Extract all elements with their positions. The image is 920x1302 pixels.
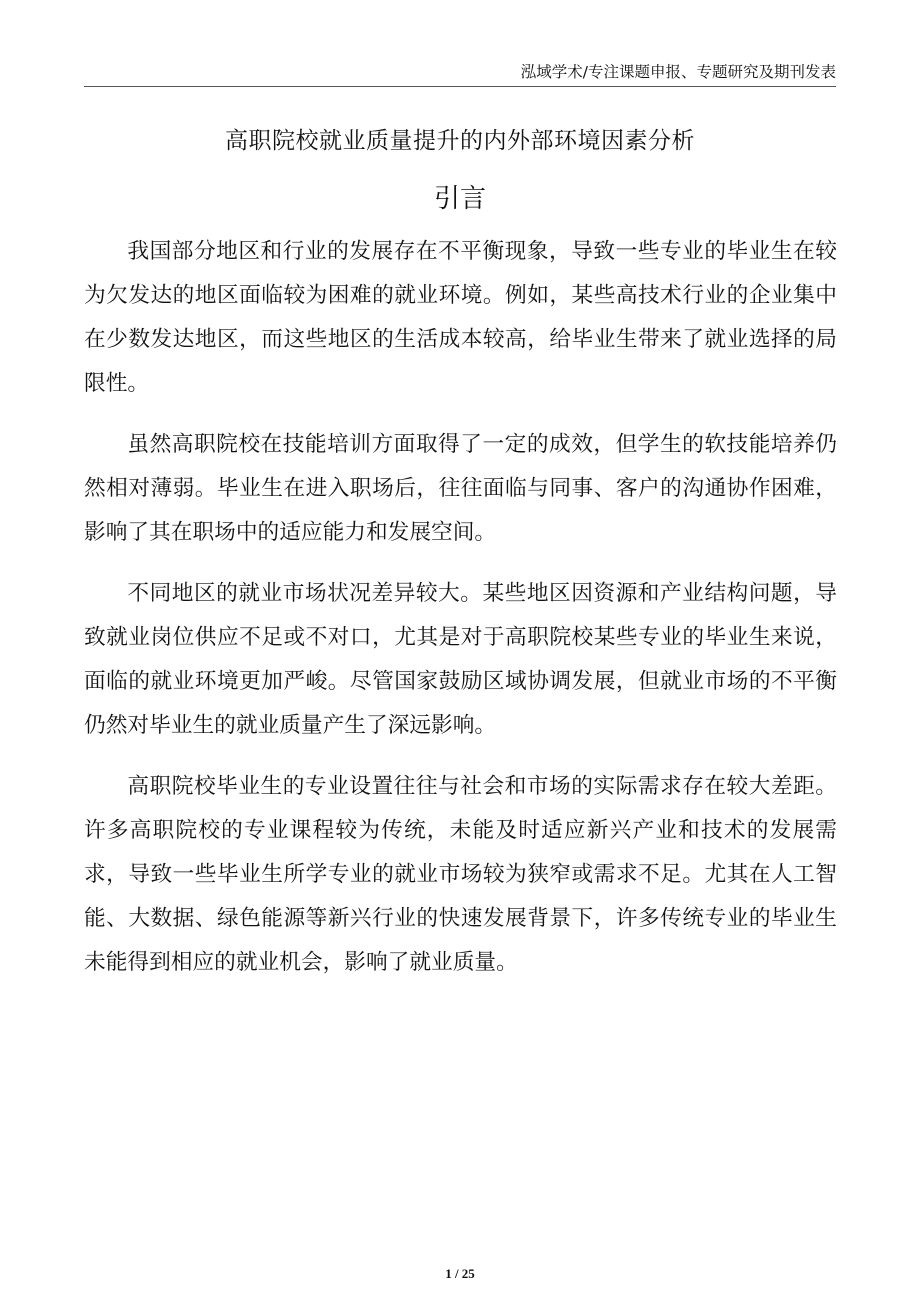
section-heading: 引言 xyxy=(433,184,486,214)
paragraph: 高职院校毕业生的专业设置往往与社会和市场的实际需求存在较大差距。许多高职院校的专业课程较为传统，未能及时适应新兴产业和技术的发展需求，导致一些毕业生所学专业的就业市场较为狭窄或需求不足。尤其在人工智能、大数据、绿色能源等新兴行业的快速发展背景下，许多传统专业的毕业生未能得到相应的就业机会，影响了就业质量。 xyxy=(84,774,837,975)
paragraph: 我国部分地区和行业的发展存在不平衡现象，导致一些专业的毕业生在较为欠发达的地区面临较为困难的就业环境。例如，某些高技术行业的企业集中在少数发达地区，而这些地区的生活成本较高，给毕业生带来了就业选择的局限性。 xyxy=(84,239,837,396)
body-text xyxy=(84,230,837,1002)
page-number: 1 / 25 xyxy=(445,1266,475,1281)
paragraph: 虽然高职院校在技能培训方面取得了一定的成效，但学生的软技能培养仍然相对薄弱。毕业生在进入职场后，往往面临与同事、客户的沟通协作困难，影响了其在职场中的适应能力和发展空间。 xyxy=(84,432,837,545)
page-header: 泓域学术/专注课题申报、专题研究及期刊发表 xyxy=(520,63,836,81)
document-title: 高职院校就业质量提升的内外部环境因素分析 xyxy=(225,128,695,154)
paragraph: 不同地区的就业市场状况差异较大。某些地区因资源和产业结构问题，导致就业岗位供应不足或不对口，尤其是对于高职院校某些专业的毕业生来说，面临的就业环境更加严峻。尽管国家鼓励区域协调发展，但就业市场的不平衡仍然对毕业生的就业质量产生了深远影响。 xyxy=(84,581,837,738)
header-divider xyxy=(84,86,836,87)
